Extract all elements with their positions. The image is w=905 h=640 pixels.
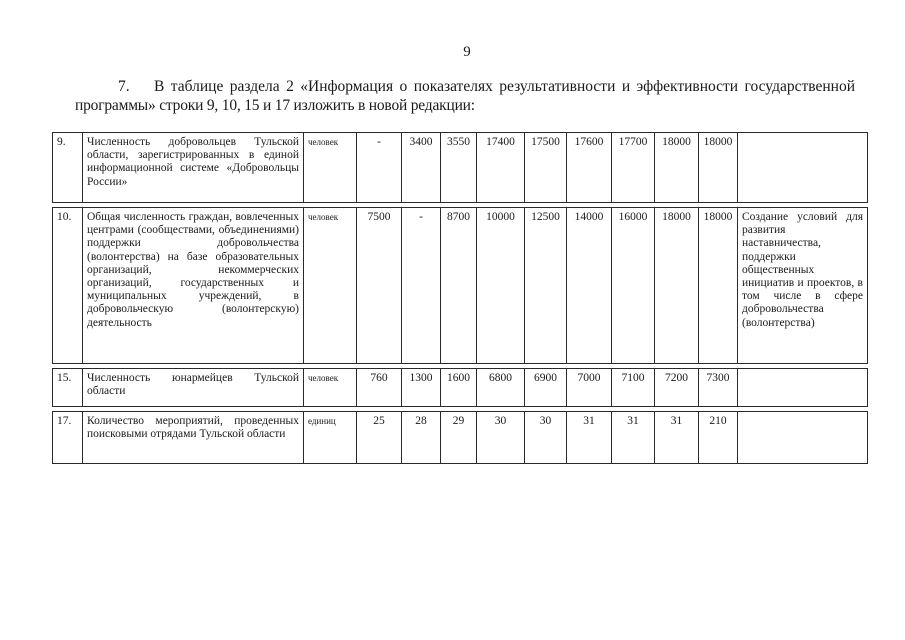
value-cell: 7200 xyxy=(655,369,699,407)
note-cell xyxy=(738,412,868,464)
page-number: 9 xyxy=(463,44,471,60)
value-cell: 1600 xyxy=(441,369,477,407)
value-cell: 18000 xyxy=(699,208,738,364)
note-cell xyxy=(738,133,868,203)
note-cell: Создание условий для развития наставничества, поддержки общественных инициатив и проектов, в том числе в сфере добровольчества (волонтерства) xyxy=(738,208,868,364)
row-number: 10. xyxy=(53,208,83,364)
value-cell: - xyxy=(357,133,402,203)
table-row xyxy=(53,133,868,203)
row-number: 15. xyxy=(53,369,83,407)
value-cell: 31 xyxy=(655,412,699,464)
value-cell: 12500 xyxy=(525,208,567,364)
value-cell: 17600 xyxy=(567,133,612,203)
value-cell: 31 xyxy=(612,412,655,464)
value-cell: 28 xyxy=(402,412,441,464)
value-cell: 17700 xyxy=(612,133,655,203)
value-cell: 7500 xyxy=(357,208,402,364)
value-cell: 1300 xyxy=(402,369,441,407)
value-cell: 17500 xyxy=(525,133,567,203)
value-cell: - xyxy=(402,208,441,364)
value-cell: 7300 xyxy=(699,369,738,407)
value-cell: 18000 xyxy=(655,133,699,203)
indicators-table xyxy=(52,132,868,464)
unit-cell: человек xyxy=(304,208,357,364)
intro-line-2: программы» строки 9, 10, 15 и 17 изложить в новой редакции: xyxy=(75,97,475,114)
value-cell: 30 xyxy=(525,412,567,464)
value-cell: 16000 xyxy=(612,208,655,364)
value-cell: 30 xyxy=(477,412,525,464)
indicator-name: Численность юнармейцев Тульской области xyxy=(83,369,304,407)
table-row xyxy=(53,369,868,407)
value-cell: 3550 xyxy=(441,133,477,203)
indicator-name: Общая численность граждан, вовлеченных центрами (сообществами, объединениями) поддержки добровольчества (волонтерства) на базе образовательных организаций, некоммерческих организаций, государственных и муниципальных учреждений, в добровольческую (волонтерскую) деятельность xyxy=(83,208,304,364)
value-cell: 7000 xyxy=(567,369,612,407)
unit-cell: человек xyxy=(304,369,357,407)
item-number: 7. xyxy=(118,78,130,95)
value-cell: 17400 xyxy=(477,133,525,203)
value-cell: 18000 xyxy=(655,208,699,364)
value-cell: 760 xyxy=(357,369,402,407)
value-cell: 6800 xyxy=(477,369,525,407)
value-cell: 25 xyxy=(357,412,402,464)
note-cell xyxy=(738,369,868,407)
amendment-intro xyxy=(75,77,855,115)
value-cell: 7100 xyxy=(612,369,655,407)
value-cell: 210 xyxy=(699,412,738,464)
table-row xyxy=(53,208,868,364)
unit-cell: человек xyxy=(304,133,357,203)
table-row xyxy=(53,412,868,464)
value-cell: 10000 xyxy=(477,208,525,364)
intro-line-1-text: В таблице раздела 2 «Информация о показателях результативности и эффективности государственной xyxy=(154,78,855,95)
unit-cell: единиц xyxy=(304,412,357,464)
value-cell: 8700 xyxy=(441,208,477,364)
value-cell: 31 xyxy=(567,412,612,464)
value-cell: 18000 xyxy=(699,133,738,203)
row-number: 17. xyxy=(53,412,83,464)
intro-line-1 xyxy=(75,77,855,96)
indicator-name: Количество мероприятий, проведенных поисковыми отрядами Тульской области xyxy=(83,412,304,464)
value-cell: 29 xyxy=(441,412,477,464)
indicator-name: Численность добровольцев Тульской области, зарегистрированных в единой информационной системе «Добровольцы России» xyxy=(83,133,304,203)
row-number: 9. xyxy=(53,133,83,203)
value-cell: 3400 xyxy=(402,133,441,203)
value-cell: 6900 xyxy=(525,369,567,407)
value-cell: 14000 xyxy=(567,208,612,364)
